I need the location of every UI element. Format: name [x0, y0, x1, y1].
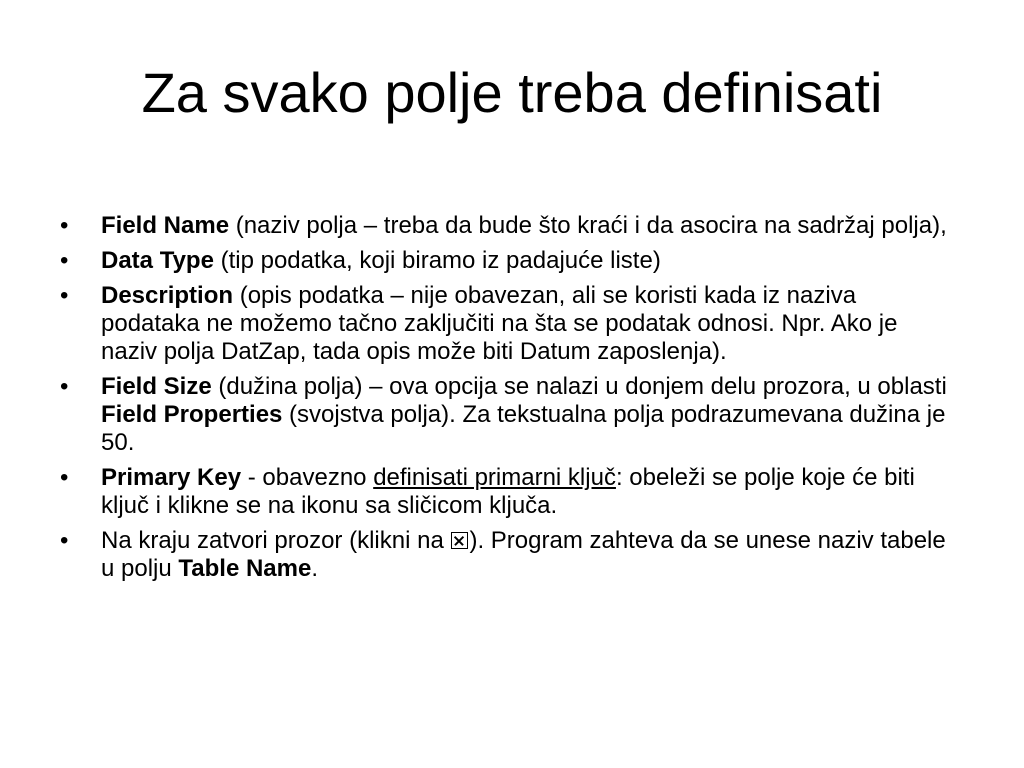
text-primary-key-before: - obavezno: [241, 464, 374, 491]
text-close-before: Na kraju zatvori prozor (klikni na: [101, 527, 451, 554]
underlined-primary-key: definisati primarni ključ: [373, 464, 616, 491]
text-close-middle: ). Program zahteva da se unese naziv tabele u polju: [101, 527, 946, 582]
text-field-size-after: (svojstva polja). Za tekstualna polja podrazumevana dužina je 50.: [101, 401, 946, 456]
bullet-item-data-type: [60, 247, 960, 275]
bullet-dot: •: [60, 247, 69, 274]
term-field-properties: Field Properties: [101, 401, 283, 428]
bullet-item-field-size: [60, 373, 960, 457]
bullet-dot: •: [60, 527, 69, 554]
term-field-name: Field Name: [101, 212, 230, 239]
bullet-item-description: [60, 282, 960, 366]
term-data-type: Data Type: [101, 247, 214, 274]
bullet-dot: •: [60, 212, 69, 239]
bullet-item-primary-key: [60, 464, 960, 520]
bullet-dot: •: [60, 373, 69, 400]
bullet-item-field-name: [60, 212, 960, 240]
bullet-list: [60, 212, 960, 590]
text-description: (opis podatka – nije obavezan, ali se koristi kada iz naziva podataka ne možemo tačno zaključiti na šta se podatak odnosi. Npr. Ako je naziv polja DatZap, tada opis može biti Datum zaposlenja).: [101, 282, 898, 365]
bullet-dot: •: [60, 282, 69, 309]
text-data-type: (tip podatka, koji biramo iz padajuće liste): [213, 247, 661, 274]
close-box-icon: [451, 532, 468, 549]
slide-title: Za svako polje treba definisati: [141, 61, 883, 124]
bullet-dot: •: [60, 464, 69, 491]
text-close-after: .: [311, 555, 318, 582]
text-field-name: (naziv polja – treba da bude što kraći i da asocira na sadržaj polja),: [229, 212, 947, 239]
bullet-item-close-window: [60, 527, 960, 583]
text-field-size-before: (dužina polja) – ova opcija se nalazi u donjem delu prozora, u oblasti: [211, 373, 947, 400]
term-field-size: Field Size: [101, 373, 212, 400]
term-description: Description: [101, 282, 234, 309]
text-primary-key-after: : obeleži se polje koje će biti ključ i klikne se na ikonu sa sličicom ključa.: [101, 464, 915, 519]
term-table-name: Table Name: [178, 555, 312, 582]
term-primary-key: Primary Key: [101, 464, 242, 491]
